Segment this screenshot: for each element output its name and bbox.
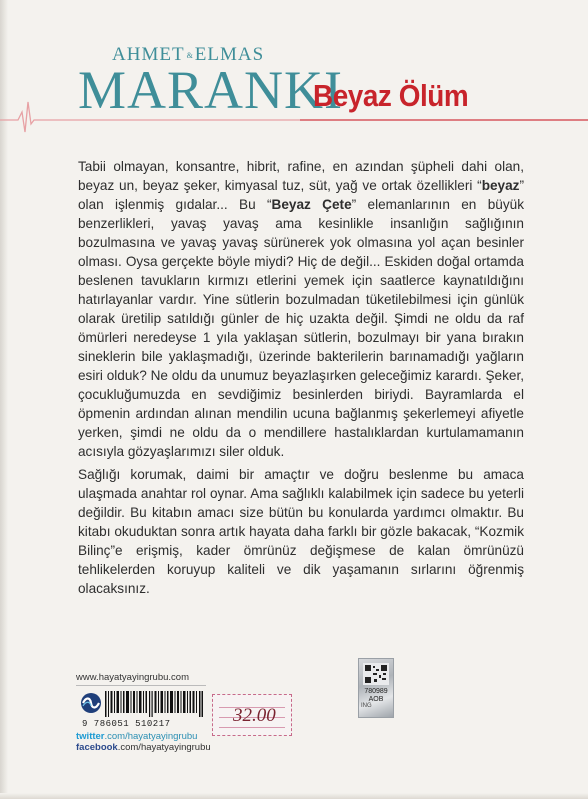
facebook-brand: facebook (76, 742, 118, 753)
qr-code-icon (363, 663, 389, 685)
price-sticker (212, 694, 292, 736)
divider (76, 685, 206, 686)
twitter-path: .com/hayatyayingrubu (104, 731, 198, 742)
blurb-text: ” olan işlenmiş gıdalar... Bu “ (78, 178, 524, 212)
hayat-logo-icon (80, 692, 102, 714)
sticker-serial-suffix: AOB (368, 696, 384, 703)
sticker-rule (219, 727, 285, 728)
author-ampersand: & (186, 51, 193, 61)
facebook-link[interactable] (76, 742, 211, 753)
page-edge-bottom (0, 793, 588, 799)
publisher-website: www.hayatyayingrubu.com (76, 672, 189, 683)
blurb-paragraph-2: Sağlığı korumak, daimi bir amaçtır ve doğru beslenme bu amaca ulaşmada anahtar rol oynar. Ama sağlıklı kalabilmek için sadece bu yeterli değildir. Bu kitabın amacı size bütün bu konularda yardımcı olmaktır. Bu kitabı okuduktan sonra artık hayata daha farklı bir gözle bakacak, “Kozmik Bilinç”e erişmiş, kader ömrünüz değişmese de kalan ömrünüzü tehlikelerden koruyup kaliteli ve dik yaşamanın sırlarını öğrenmiş olacaksınız. (78, 467, 524, 596)
blurb-text: Tabii olmayan, konsantre, hibrit, rafine, en azından şüpheli dahi olan, beyaz un, beyaz şeker, kimyasal tuz, süt, yağ ve ortak özellikleri “ (78, 159, 524, 193)
author-first-name: AHMET (112, 44, 185, 65)
blurb-emphasis-beyaz-cete: Beyaz Çete (271, 197, 352, 212)
sticker-serial (357, 688, 395, 704)
price-handwritten: 32.00 (233, 705, 276, 726)
back-cover-blurb (78, 157, 524, 602)
sticker-serial-number: 780989 (364, 688, 388, 695)
author-surname: MARANKI (78, 60, 344, 120)
blurb-text: ” elemanlarının en büyük benzerlikleri, yavaş yavaş ama kesinlikle insanlığın sağlığının bozulmasına ve yavaş yavaş sürünerek yok olmasına yol açan besinler olması. Oysa gerçekte böyle miydi? Hiç de değil... Eskiden doğal ortamda beslenen tavukların kırmızı etlerini yemek için saatlerce kaynatıldığını hatırlayanlar vardır. Yine sütlerin bozulmadan tüketilebilmesi için günlük olarak üretilip satıldığı günler de hiç uzakta değil. Şimdi ne oldu da raf ömürleri neredeyse 1 yıla yaklaşan sütlerin, bozulmayı bir yana bırakın sineklerin bile yaklaşmadığı, üzerinde bakterilerin barınamadığı yağların esiri olduk? Ne oldu da unumuz beyazlaşırken geleceğimiz karardı. Şeker, çocukluğumuzda en sevdiğimiz besinlerden biriydi. Bayramlarda el öpmenin ardından alınan mendilin ucuna bağlanmış şekerlemeyi afiyetle yerken, şimdi ne oldu da o mendillere hastalıklardan kurtulamamanın acısıyla gözyaşlarımızı siler olduk. (78, 197, 524, 459)
author-second-name: ELMAS (194, 44, 265, 65)
twitter-brand: twitter (76, 731, 105, 742)
twitter-link[interactable] (76, 731, 197, 742)
blurb-paragraph-1 (78, 157, 524, 461)
blurb-emphasis-beyaz: beyaz (481, 178, 520, 193)
isbn-number: 9 786051 510217 (82, 719, 171, 729)
barcode-icon (105, 691, 203, 717)
hologram-label: ING (361, 703, 372, 709)
facebook-path: .com/hayatyayingrubu (117, 742, 211, 753)
book-title: Beyaz Ölüm (313, 78, 469, 113)
